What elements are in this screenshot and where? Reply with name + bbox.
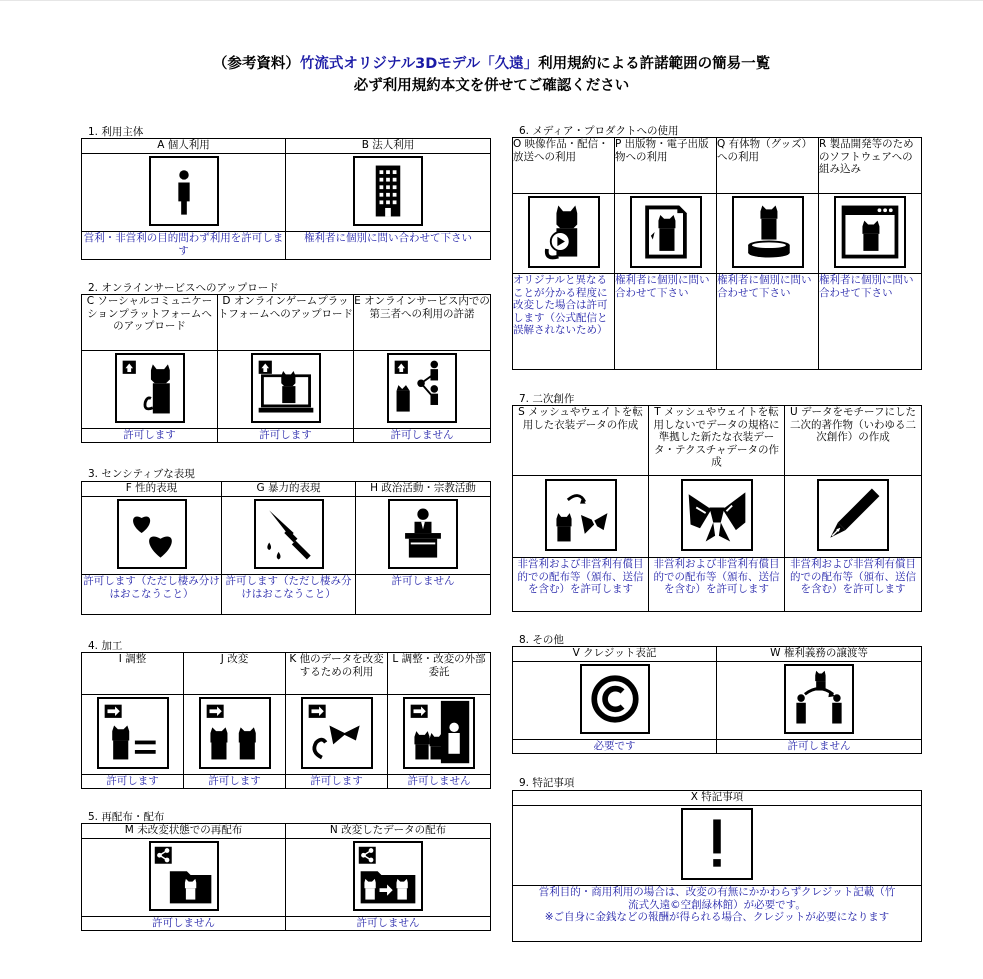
cell-head-k: K 他のデータを改変するための利用 [286,653,388,695]
cell-result-q: 権利者に個別に問い合わせて下さい [717,274,819,370]
page-title [0,52,983,73]
building-icon [353,156,423,226]
upload-monitor-icon [251,353,321,423]
title-prefix: （参考資料） [212,56,300,72]
section-label-redistribution: 5. 再配布・配布 [88,811,165,823]
cell-head-h: H 政治活動・宗教活動 [356,482,491,497]
cell-head-m: M 未改変状態での再配布 [82,824,286,839]
section-label-processing: 4. 加工 [88,640,123,652]
cell-result-i: 許可します [82,775,184,789]
cell-result-c: 許可します [82,429,218,443]
online-upload-table [81,294,491,443]
video-icon [528,196,600,268]
cell-head-o: O 映像作品・配信・放送への利用 [513,138,615,194]
special-notes-table [512,790,922,942]
cell-result-x [513,886,922,942]
cell-head-b: B 法人利用 [286,139,491,154]
cell-result-v: 必要です [513,740,717,754]
top-divider [0,0,983,1]
cell-head-x: X 特記事項 [513,791,922,806]
costume-icon [545,479,617,551]
section-label-online-upload: 2. オンラインサービスへのアップロード [88,282,279,294]
cell-head-s: S メッシュやウェイトを転用した衣装データの作成 [513,406,649,476]
exclamation-icon [681,808,753,880]
cell-head-j: J 改変 [184,653,286,695]
software-icon [834,196,906,268]
section-label-derivative: 7. 二次創作 [519,393,575,405]
share-modified-icon [353,841,423,911]
cell-head-v: V クレジット表記 [513,647,717,662]
page-subtitle: 必ず利用規約本文を併せてご確認ください [353,78,630,94]
share-folder-icon [149,841,219,911]
special-note-line-2: 流式久遠©空創緑林館）が必要です。 [628,898,806,911]
cell-result-k: 許可します [286,775,388,789]
sensitive-table [81,481,491,615]
hearts-icon [117,499,187,569]
cell-result-h: 許可しません [356,575,491,615]
cell-head-t: T メッシュやウェイトを転用しないでデータの規格に準拠した新たな衣装データ・テクスチャデータの作成 [649,406,785,476]
cell-head-u: U データをモチーフにした二次的著作物（いわゆる二次創作）の作成 [785,406,922,476]
cell-result-o: オリジナルと異なることが分かる程度に改変した場合は許可します（公式配信と誤解されないため） [513,274,615,370]
share-users-icon [387,353,457,423]
cell-head-l: L 調整・改変の外部委託 [388,653,491,695]
cell-result-m: 許可しません [82,917,286,931]
cell-head-q: Q 有体物（グッズ）への利用 [717,138,819,194]
title-model-name: 竹流式オリジナル3Dモデル「久遠」 [299,56,539,72]
pen-icon [817,479,889,551]
cell-result-r: 権利者に個別に問い合わせて下さい [819,274,922,370]
cell-head-i: I 調整 [82,653,184,695]
cell-head-a: A 個人利用 [82,139,286,154]
knife-icon [254,499,324,569]
modify-icon [199,697,271,769]
cell-head-f: F 性的表現 [82,482,222,497]
cell-result-b: 権利者に個別に問い合わせて下さい [286,232,491,260]
cell-result-p: 権利者に個別に問い合わせて下さい [615,274,717,370]
cell-result-w: 許可しません [717,740,922,754]
cell-result-l: 許可しません [388,775,491,789]
cell-head-n: N 改変したデータの配布 [286,824,491,839]
cell-result-a: 営利・非営利の目的問わず利用を許可します [82,232,286,260]
cell-head-e: E オンラインサービス内での第三者への利用の許諾 [354,295,491,351]
upload-avatar-icon [115,353,185,423]
cell-result-t: 非営利および非営利有償目的での配布等（頒布、送信を含む）を許可します [649,558,785,612]
cell-head-d: D オンラインゲームプラットフォームへのアップロード [218,295,354,351]
other-data-icon [301,697,373,769]
section-label-special-notes: 9. 特記事項 [519,777,575,789]
section-label-sensitive: 3. センシティブな表現 [88,468,195,480]
section-label-usage-subject: 1. 利用主体 [88,126,144,138]
cell-head-p: P 出版物・電子出版物への利用 [615,138,717,194]
special-note-line-1: 営利目的・商用利用の場合は、改変の有無にかかわらずクレジット記載（竹 [538,886,896,898]
special-note-line-3: ※ご自身に金銭などの報酬が得られる場合、クレジットが必要になります [544,911,890,923]
cell-result-g: 許可します（ただし棲み分けはおこなうこと） [222,575,356,615]
outsource-icon [403,697,475,769]
bow-icon [681,479,753,551]
section-label-media: 6. メディア・プロダクトへの使用 [519,125,679,137]
cell-head-c: C ソーシャルコミュニケーションプラットフォームへのアップロード [82,295,218,351]
cell-result-u: 非営利および非営利有償目的での配布等（頒布、送信を含む）を許可します [785,558,922,612]
podium-icon [388,499,458,569]
cell-result-f: 許可します（ただし棲み分けはおこなうこと） [82,575,222,615]
cell-head-r: R 製品開発等のためのソフトウェアへの組み込み [819,138,922,194]
usage-subject-table [81,138,491,260]
copyright-icon [580,664,650,734]
transfer-icon [784,664,854,734]
figure-icon [732,196,804,268]
cell-result-e: 許可しません [354,429,491,443]
cell-result-s: 非営利および非営利有償目的での配布等（頒布、送信を含む）を許可します [513,558,649,612]
cell-result-d: 許可します [218,429,354,443]
cell-result-j: 許可します [184,775,286,789]
publication-icon [630,196,702,268]
other-table [512,646,922,754]
processing-table [81,652,491,789]
cell-result-n: 許可しません [286,917,491,931]
cell-head-w: W 権利義務の譲渡等 [717,647,922,662]
adjust-icon [97,697,169,769]
media-table [512,137,922,370]
title-suffix: 利用規約による許諾範囲の簡易一覧 [538,56,771,72]
section-label-other: 8. その他 [519,634,564,646]
cell-head-g: G 暴力的表現 [222,482,356,497]
person-icon [149,156,219,226]
redistribution-table [81,823,491,931]
derivative-table [512,405,922,612]
